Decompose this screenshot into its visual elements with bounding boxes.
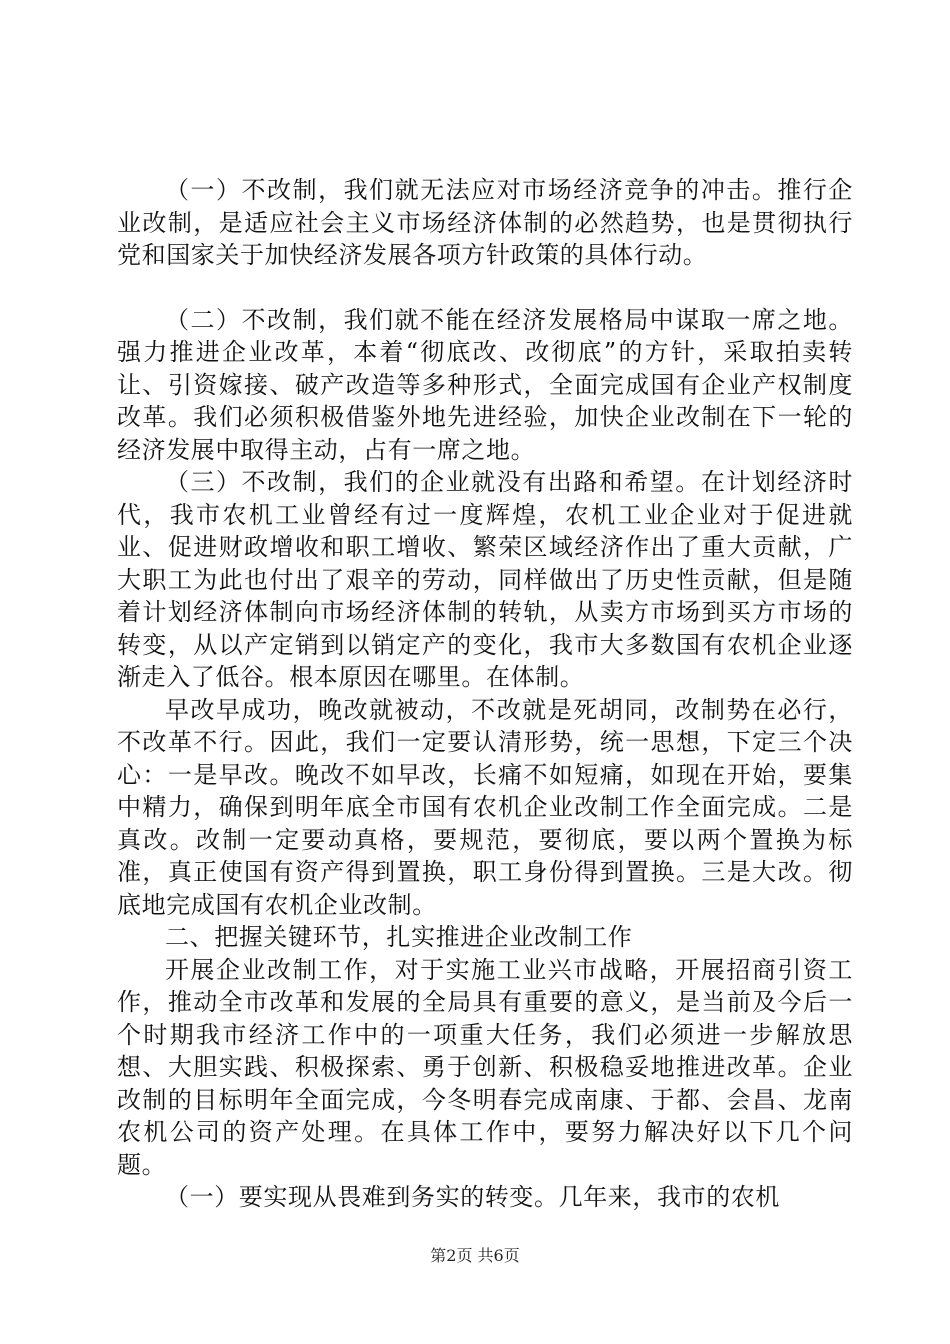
paragraph-2: （二）不改制，我们就不能在经济发展格局中谋取一席之地。强力推进企业改革，本着“彻底改、改彻底”的方针，采取拍卖转让、引资嫁接、破产改造等多种形式，全面完成国有企业产权制度改革。我们必须积极借鉴外地先进经验，加快企业改制在下一轮的经济发展中取得主动，占有一席之地。 xyxy=(117,305,853,464)
document-body xyxy=(117,174,853,1214)
paragraph-5: 开展企业改制工作，对于实施工业兴市战略，开展招商引资工作，推动全市改革和发展的全局具有重要的意义，是当前及今后一个时期我市经济工作中的一项重大任务，我们必须进一步解放思想、大胆实践、积极探索、勇于创新、积极稳妥地推进改革。企业改制的目标明年全面完成，今冬明春完成南康、于都、会昌、龙南农机公司的资产处理。在具体工作中，要努力解决好以下几个问题。 xyxy=(117,955,853,1179)
paragraph-4: 早改早成功，晚改就被动，不改就是死胡同，改制势在必行，不改革不行。因此，我们一定要认清形势，统一思想，下定三个决心：一是早改。晚改不如早改，长痛不如短痛，如现在开始，要集中精力，确保到明年底全市国有农机企业改制工作全面完成。二是真改。改制一定要动真格，要规范，要彻底，要以两个置换为标准，真正使国有资产得到置换，职工身份得到置换。三是大改。彻底地完成国有农机企业改制。 xyxy=(117,695,853,919)
page-footer xyxy=(0,1246,950,1266)
section-heading: 二、把握关键环节，扎实推进企业改制工作 xyxy=(165,923,633,951)
page-number: 第2页 共6页 xyxy=(430,1246,520,1265)
paragraph-1: （一）不改制，我们就无法应对市场经济竞争的冲击。推行企业改制，是适应社会主义市场经济体制的必然趋势，也是贯彻执行党和国家关于加快经济发展各项方针政策的具体行动。 xyxy=(117,176,853,269)
paragraph-6: （一）要实现从畏难到务实的转变。几年来，我市的农机 xyxy=(165,1183,780,1211)
paragraph-3: （三）不改制，我们的企业就没有出路和希望。在计划经济时代，我市农机工业曾经有过一度辉煌，农机工业企业对于促进就业、促进财政增收和职工增收、繁荣区域经济作出了重大贡献，广大职工为此也付出了艰辛的劳动，同样做出了历史性贡献，但是随着计划经济体制向市场经济体制的转轨，从卖方市场到买方市场的转变，从以产定销到以销定产的变化，我市大多数国有农机企业逐渐走入了低谷。根本原因在哪里。在体制。 xyxy=(117,468,853,691)
